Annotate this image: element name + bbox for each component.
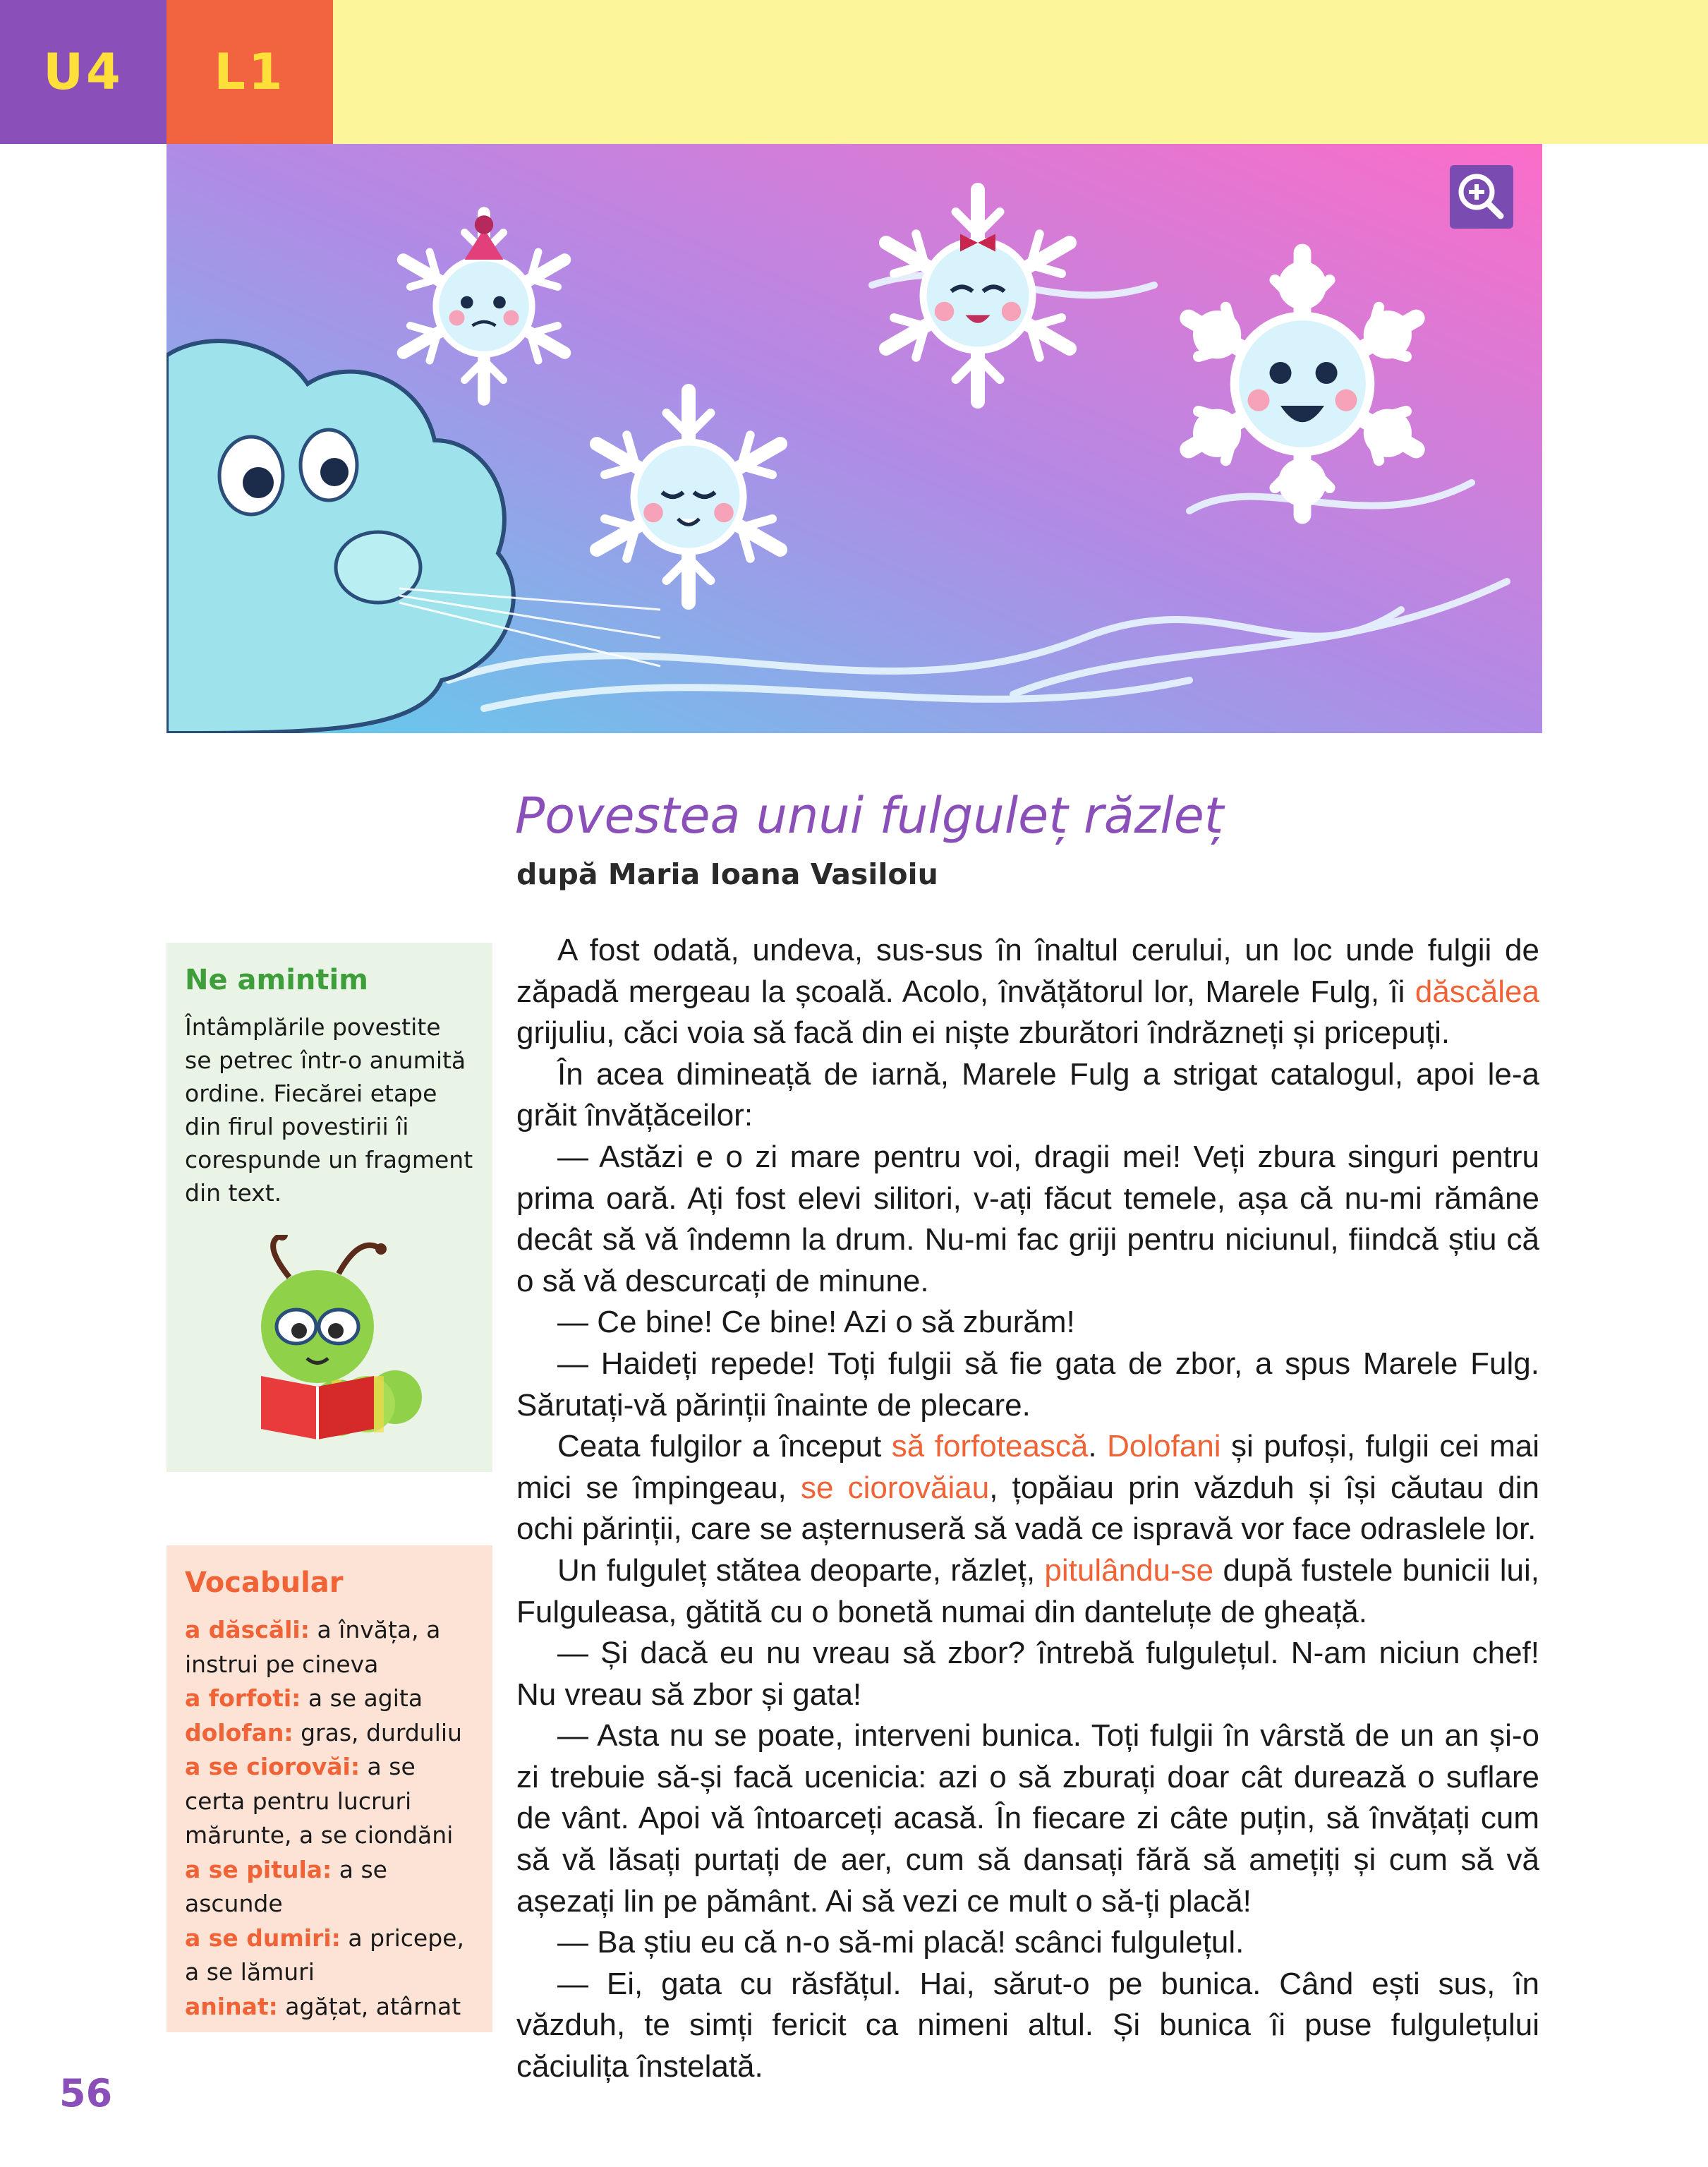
zoom-in-button[interactable] xyxy=(1450,165,1513,229)
caterpillar-reading-icon xyxy=(240,1235,437,1447)
paragraph: — Haideți repede! Toți fulgii să fie gata de zbor, a spus Marele Fulg. Sărutați-vă părinții înainte de plecare. xyxy=(516,1346,1539,1423)
page-number: 56 xyxy=(59,2071,113,2115)
story-author: după Maria Ioana Vasiloiu xyxy=(516,857,938,891)
unit-label: U4 xyxy=(43,43,123,101)
ne-amintim-text: Întâmplările povestite se petrec într-o anumită ordine. Fiecărei etape din firul povestirii îi corespunde un fragment din text. xyxy=(185,1013,473,1207)
vocabular-item: a se pitula: a se ascunde xyxy=(185,1855,387,1917)
paragraph: — Și dacă eu nu vreau să zbor? întrebă fulgulețul. N-am niciun chef! Nu vreau să zbor și gata! xyxy=(516,1636,1539,1712)
vocabular-item: dolofan: gras, durduliu xyxy=(185,1718,462,1746)
unit-tab xyxy=(0,0,166,144)
paragraph: În acea dimineață de iarnă, Marele Fulg a strigat catalogul, apoi le-a grăit învățăceilor: xyxy=(516,1056,1539,1133)
vocabular-item: aninat: agățat, atârnat xyxy=(185,1992,461,2020)
vocabular-item: a dăscăli: a învăța, a instrui pe cineva xyxy=(185,1616,441,1678)
vocabular-item: a se dumiri: a pricepe, a se lămuri xyxy=(185,1924,464,1986)
vocabular-item: a se ciorovăi: a se certa pentru lucruri mărunte, a se ciondăni xyxy=(185,1753,454,1849)
paragraph: — Asta nu se poate, interveni bunica. Toți fulgii în vârstă de un an și-o zi trebuie să-și facă ucenicia: azi o să zburați doar cât durează o suflare de vânt. Apoi vă întoarceți acasă. În fiecare zi câte puțin, să învățați cum să vă lăsați purtați de aer, cum să dansați fără să amețiți și cum să vă așezați lin pe pământ. Ai să vezi ce mult o să-ți placă! xyxy=(516,1718,1539,1919)
paragraph: — Ba știu eu că n-o să-mi placă! scânci fulgulețul. xyxy=(557,1925,1244,1960)
vocab-highlight: se ciorovăiau xyxy=(800,1470,990,1505)
ne-amintim-title: Ne amintim xyxy=(185,964,368,996)
vocabular-box xyxy=(166,1545,492,2032)
lesson-tab xyxy=(166,0,333,144)
vocab-highlight: pitulându-se xyxy=(1044,1552,1214,1588)
story-title: Povestea unui fulguleț răzleț xyxy=(515,787,1224,845)
paragraph: — Ce bine! Ce bine! Azi o să zburăm! xyxy=(557,1305,1075,1340)
snowflakes-wind-illustration xyxy=(166,144,1542,733)
vocab-highlight: să forfotească xyxy=(891,1429,1089,1464)
vocab-highlight: dăscălea xyxy=(1415,974,1539,1009)
hero-illustration xyxy=(166,144,1542,733)
paragraph: Un fulguleț stătea deoparte, răzleț, pitulându-se după fustele bunicii lui, Fulguleasa, gătită cu o bonetă numai din danteluțe de gheață. xyxy=(516,1552,1540,1629)
paragraph: — Astăzi e o zi mare pentru voi, dragii mei! Veți zbura singuri pentru prima oară. Ați fost elevi silitori, v-ați făcut temele, așa că nu-mi rămâne decât să vă îndemn la drum. Nu-mi fac griji pentru niciunul, fiindcă știu că o să vă descurcați de minune. xyxy=(516,1139,1539,1298)
vocabular-item: a forfoti: a se agita xyxy=(185,1684,423,1712)
vocab-highlight: Dolofani xyxy=(1107,1429,1221,1464)
story-text xyxy=(516,930,1539,2088)
paragraph: A fost odată, undeva, sus-sus în înaltul cerului, un loc unde fulgii de zăpadă mergeau la școală. Acolo, învățătorul lor, Marele Fulg, îi dăscălea grijuliu, căci voia să facă din ei niște zburători îndrăzneți și pricepuți. xyxy=(516,933,1539,1051)
paragraph: — Ei, gata cu răsfățul. Hai, sărut-o pe bunica. Când ești sus, în văzduh, te simți fericit ca nimeni altul. Și bunica îi puse fulgulețului căciulița înstelată. xyxy=(516,1966,1539,2084)
vocabular-title: Vocabular xyxy=(185,1567,344,1599)
vocabular-list xyxy=(185,1613,474,2024)
paragraph: Ceata fulgilor a început să forfotească. Dolofani și pufoși, fulgii cei mai mici se împingeau, se ciorovăiau, țopăiau prin văzduh și își căutau din ochi părinții, care se așternuseră să vadă ce ispravă vor face odraslele lor. xyxy=(516,1429,1540,1547)
lesson-label: L1 xyxy=(214,43,286,101)
zoom-in-icon xyxy=(1450,165,1513,229)
